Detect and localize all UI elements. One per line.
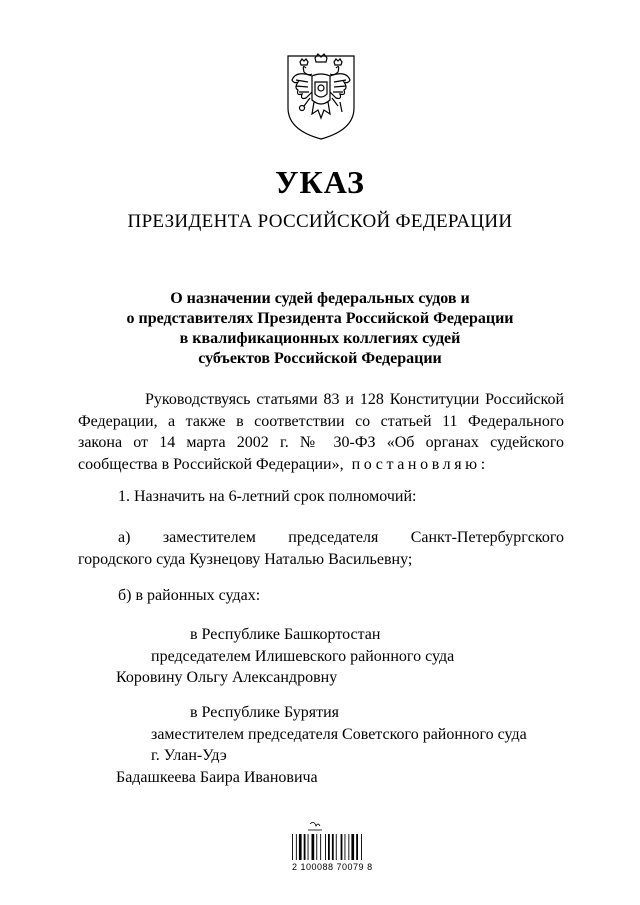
barcode-bar (332, 834, 334, 860)
heading-line: субъектов Российской Федерации (198, 350, 442, 367)
document-title: УКАЗ (275, 164, 365, 200)
item-a-line: городского суда Кузнецову Наталью Васильевну; (78, 550, 413, 568)
heading-line: о представителях Президента Российской Федерации (126, 310, 514, 327)
preamble-line: Руководствуясь статьями 83 и 128 Конституции Российской (145, 391, 564, 408)
barcode-bar (348, 834, 349, 860)
region-label: в Республике Бурятия (190, 704, 340, 721)
preamble-line: закона от 14 марта 2002 г. № 30-ФЗ «Об органах судейского (78, 434, 564, 451)
barcode-bar (361, 834, 362, 860)
barcode-bar (292, 834, 293, 860)
barcode-bar (345, 834, 346, 860)
decree-heading (0, 289, 640, 369)
barcode-bar (299, 834, 302, 860)
item-1: 1. Назначить на 6-летний срок полномочий: (118, 488, 417, 505)
document-subtitle: ПРЕЗИДЕНТА РОССИЙСКОЙ ФЕДЕРАЦИИ (127, 211, 513, 232)
heading-line: в квалификационных коллегиях судей (179, 330, 461, 347)
barcode-bar (325, 834, 326, 860)
item-b: б) в районных судах: (118, 587, 261, 604)
preamble-line: Федерации, а также в соответствии со статьей 11 Федерального (78, 412, 564, 430)
appointee-name: Бадашкеева Баира Ивановича (116, 768, 318, 786)
barcode-bar (328, 834, 330, 860)
city-label: г. Улан-Удэ (151, 747, 227, 764)
barcode-bar (308, 834, 309, 860)
preamble-paragraph (78, 389, 564, 475)
barcode-bar (316, 834, 317, 860)
coat-of-arms-icon (282, 50, 360, 142)
barcode-bar (304, 834, 306, 860)
preamble-line (78, 454, 564, 476)
barcode-bar (356, 834, 358, 860)
barcode-bar (341, 834, 343, 860)
region-label: в Республике Башкортостан (190, 626, 381, 643)
decree-word: постановляю: (351, 455, 489, 473)
barcode-bar (320, 834, 321, 860)
heading-line: О назначении судей федеральных судов и (170, 290, 470, 307)
item-a (78, 527, 564, 570)
appointee-name: Коровину Ольгу Александровну (116, 669, 338, 686)
barcode-bar (336, 834, 337, 860)
barcode-icon (290, 820, 380, 890)
appointment-buryatia (78, 702, 564, 788)
barcode-bar (296, 834, 297, 860)
appointment-bashkortostan (78, 624, 564, 689)
position-label: председателем Илишевского районного суда (151, 647, 455, 665)
barcode-bar (312, 834, 315, 860)
preamble-line-start: сообщества в Российской Федерации», (78, 455, 344, 473)
item-a-line: а) заместителем председателя Санкт-Петербургского (118, 529, 564, 546)
barcode-number: 2 100088 70079 8 (292, 862, 373, 872)
position-label: заместителем председателя Советского районного суда (151, 725, 527, 743)
barcode-bar (351, 834, 354, 860)
